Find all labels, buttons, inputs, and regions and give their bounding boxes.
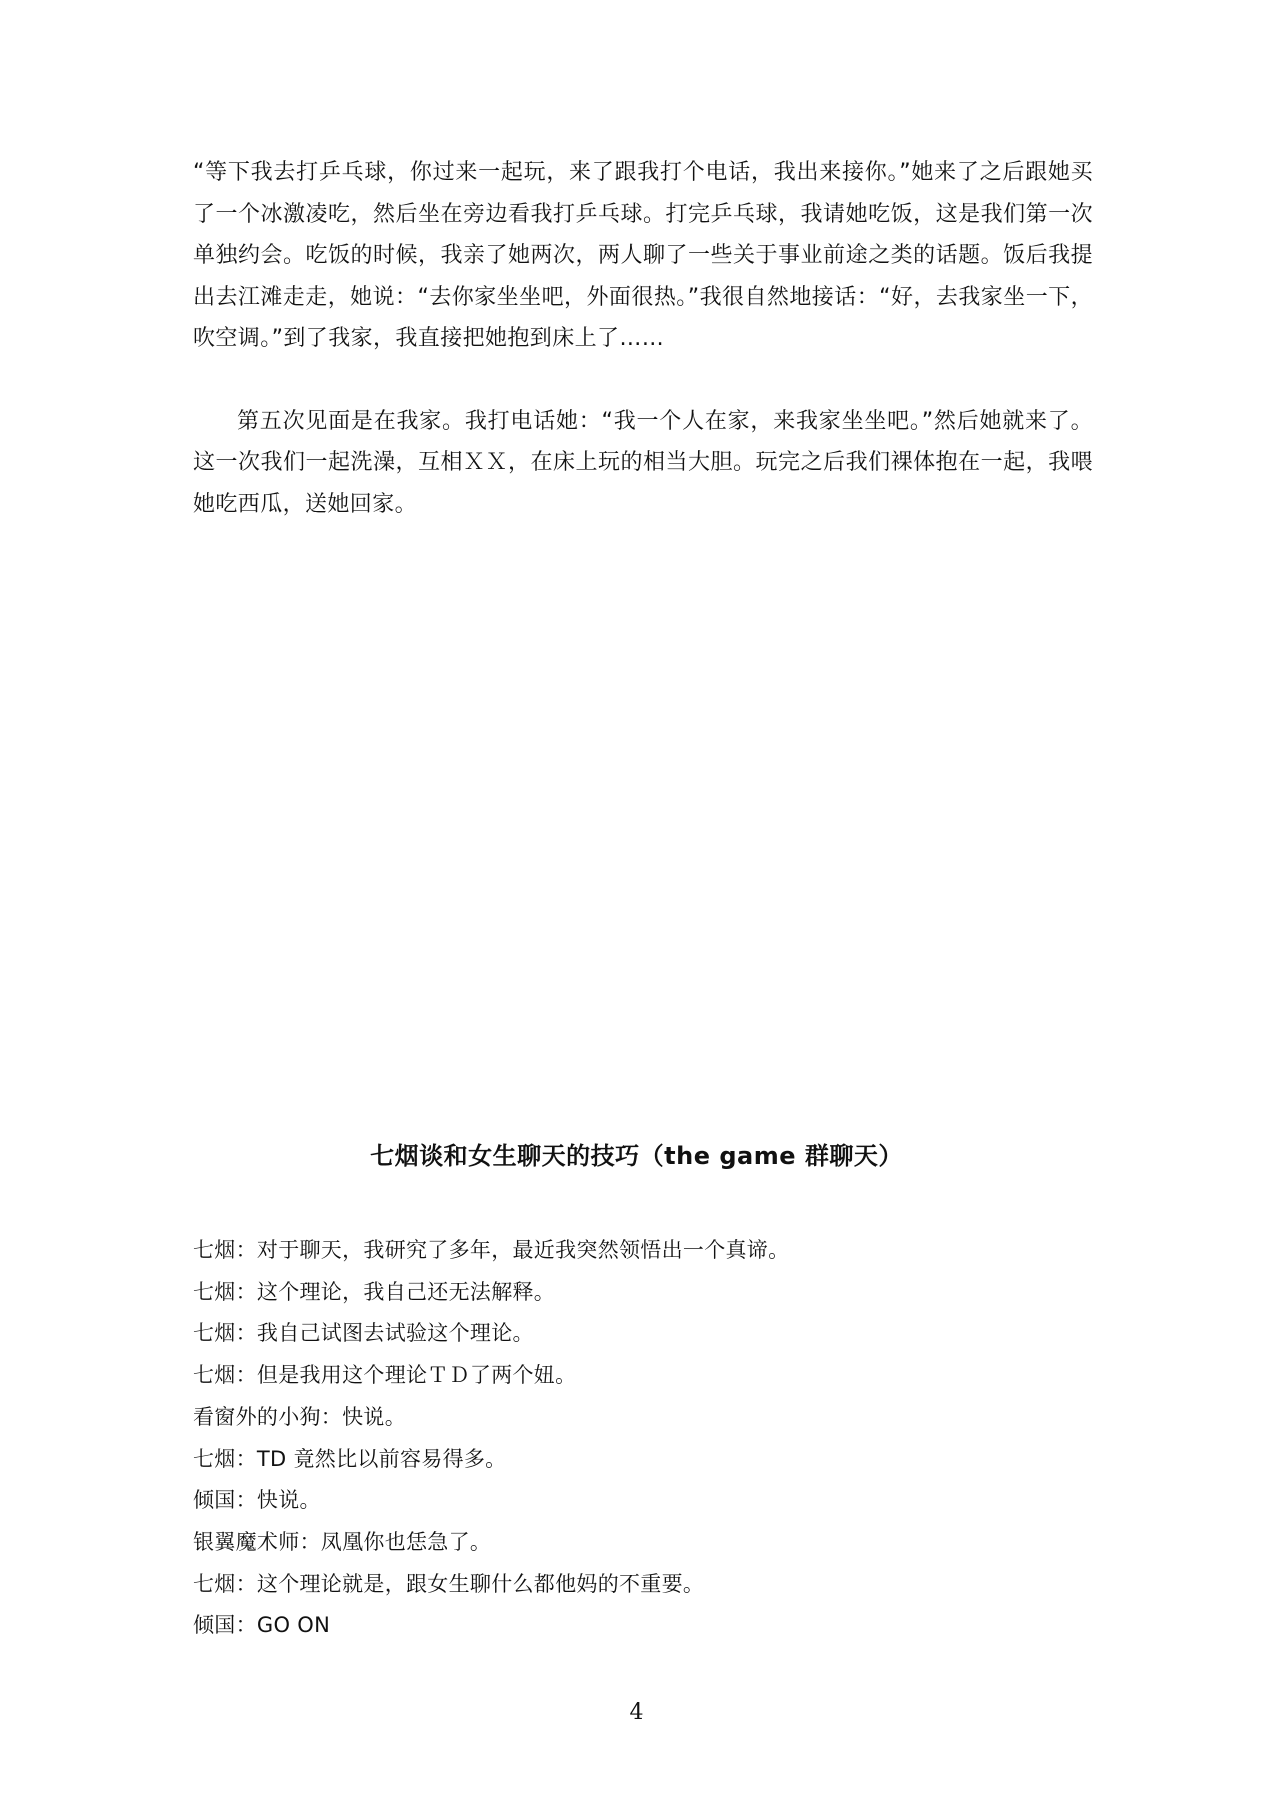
chat-line: 七烟：我自己试图去试验这个理论。 [193,1321,534,1346]
chat-line: 七烟：这个理论，我自己还无法解释。 [193,1279,556,1304]
chat-line: 倾国：快说。 [193,1488,321,1513]
chat-section-title: 七烟谈和女生聊天的技巧（the game 群聊天） [370,1142,903,1170]
chat-line: 银翼魔术师：凤凰你也恁急了。 [193,1529,492,1554]
story-paragraph-2: 第五次见面是在我家。我打电话她：“我一个人在家，来我家坐坐吧。”然后她就来了。这一次我们一起洗澡，互相ＸＸ，在床上玩的相当大胆。玩完之后我们裸体抱在一起，我喂她吃西瓜，送她回家。 [193,408,1093,517]
chat-line: 倾国：GO ON [193,1613,331,1638]
chat-line: 七烟：但是我用这个理论ＴＤ了两个妞。 [193,1363,577,1388]
page-number: 4 [629,1700,644,1725]
chat-line: 七烟：对于聊天，我研究了多年，最近我突然领悟出一个真谛。 [193,1238,790,1262]
story-paragraph-1: “等下我去打乒乓球，你过来一起玩，来了跟我打个电话，我出来接你。”她来了之后跟她买了一个冰激凌吃，然后坐在旁边看我打乒乓球。打完乒乓球，我请她吃饭，这是我们第一次单独约会。吃饭的时候，我亲了她两次，两人聊了一些关于事业前途之类的话题。饭后我提出去江滩走走，她说：“去你家坐坐吧，外面很热。”我很自然地接话：“好，去我家坐一下，吹空调。”到了我家，我直接把她抱到床上了…… [193,160,1093,351]
story-section [193,152,1093,525]
chat-line: 看窗外的小狗：快说。 [193,1404,406,1429]
chat-log [193,1230,1093,1647]
chat-line: 七烟：TD 竟然比以前容易得多。 [193,1446,507,1471]
chat-line: 七烟：这个理论就是，跟女生聊什么都他妈的不重要。 [193,1571,705,1596]
